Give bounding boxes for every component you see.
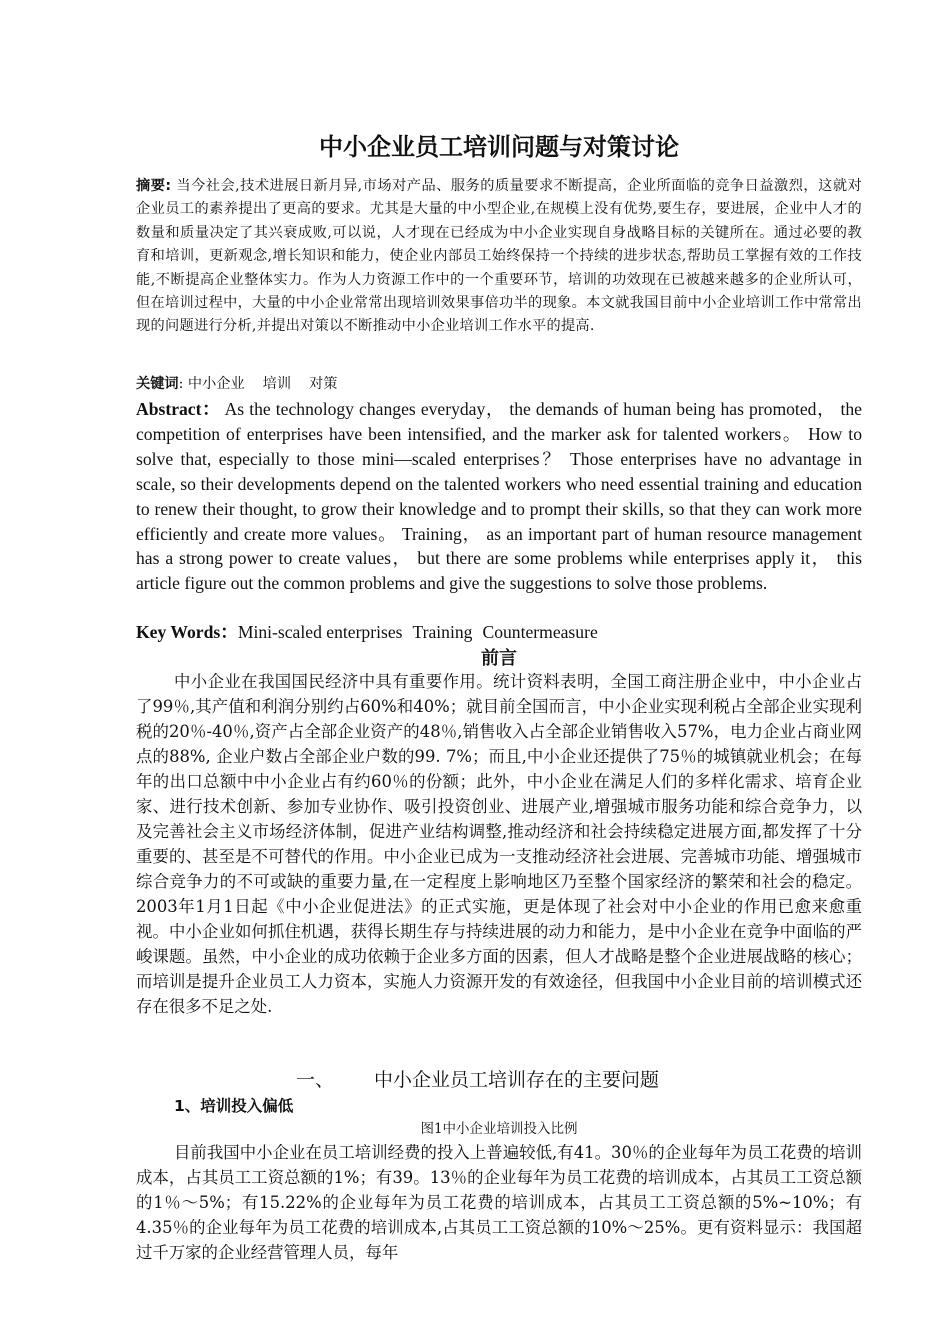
english-keywords xyxy=(136,620,862,644)
chinese-keywords xyxy=(136,374,862,394)
abstract-en-label: Abstract： xyxy=(136,399,221,419)
keyword-en-item: Mini-scaled enterprises xyxy=(237,622,403,642)
english-abstract xyxy=(136,397,862,596)
keyword-cn-item: 中小企业 xyxy=(187,376,245,392)
preface-heading: 前言 xyxy=(481,648,517,669)
section-1-heading xyxy=(296,1065,659,1095)
keywords-en-label: Key Words： xyxy=(136,622,238,642)
keyword-cn-item: 培训 xyxy=(262,376,292,392)
paper-title: 中小企业员工培训问题与对策讨论 xyxy=(319,133,679,161)
keyword-en-item: Countermeasure xyxy=(482,622,598,642)
abstract-cn-label: 摘要: xyxy=(136,178,172,194)
keywords-cn-separator: : xyxy=(178,376,188,392)
keywords-cn-label: 关键词 xyxy=(136,376,179,392)
preface-paragraph: 中小企业在我国国民经济中具有重要作用。统计资料表明，全国工商注册企业中，中小企业占了99％,其产值和利润分别约占60%和40%；就目前全国而言，中小企业实现利税占全部企业实现利税的20％-40％,资产占全部企业资产的48％,销售收入占全部企业销售收入57%，电力企业占商业网点的88%, 企业户数占全部企业户数的99. 7%；而且,中小企业还提供了75％的城镇就业机会；在每年的出口总额中中小企业占有约60％的份额；此外，中小企业在满足人们的多样化需求、培育企业家、进行技术创新、参加专业协作、吸引投资创业、进展产业,增强城市服务功能和综合竞争力，以及完善社会主义市场经济体制，促进产业结构调整,推动经济和社会持续稳定进展方面,都发挥了十分重要的、甚至是不可替代的作用。中小企业已成为一支推动经济社会进展、完善城市功能、增强城市综合竞争力的不可或缺的重要力量,在一定程度上影响地区乃至整个国家经济的繁荣和社会的稳定。2003年1月1日起《中小企业促进法》的正式实施，更是体现了社会对中小企业的作用已愈来愈重视。中小企业如何抓住机遇，获得长期生存与持续进展的动力和能力，是中小企业在竞争中面临的严峻课题。虽然，中小企业的成功依赖于企业多方面的因素，但人才战略是整个企业进展战略的核心；而培训是提升企业员工人力资本，实施人力资源开发的有效途径，但我国中小企业目前的培训模式还存在很多不足之处. xyxy=(136,672,862,1016)
subsection-1-heading: 1、培训投入偏低 xyxy=(174,1097,294,1115)
section-1-number: 一、 xyxy=(296,1069,335,1091)
chinese-abstract xyxy=(136,175,862,339)
keyword-en-item: Training xyxy=(412,622,473,642)
keyword-cn-item: 对策 xyxy=(309,376,338,392)
section-1-paragraph: 目前我国中小企业在员工培训经费的投入上普遍较低,有41。30％的企业每年为员工花费的培训成本，占其员工工资总额的1%；有39。13％的企业每年为员工花费的培训成本，占其员工工资总额的1％～5%；有15.22%的企业每年为员工花费的培训成本，占其员工工资总额的5%~10%；有4.35％的企业每年为员工花费的培训成本,占其员工工资总额的10%～25%。更有资料显示：我国超过千万家的企业经营管理人员，每年 xyxy=(136,1143,862,1262)
figure-caption: 图1中小企业培训投入比例 xyxy=(420,1121,578,1137)
abstract-cn-text: 当今社会,技术进展日新月异,市场对产品、服务的质量要求不断提高，企业所面临的竞争日益激烈，这就对企业员工的素养提出了更高的要求。尤其是大量的中小型企业,在规模上没有优势,要生存，要进展，企业中人才的数量和质量决定了其兴衰成败,可以说，人才现在已经成为中小企业实现自身战略目标的关键所在。通过必要的教育和培训，更新观念,增长知识和能力，使企业内部员工始终保持一个持续的进步状态,帮助员工掌握有效的工作技能,不断提高企业整体实力。作为人力资源工作中的一个重要环节，培训的功效现在已被越来越多的企业所认可，但在培训过程中，大量的中小企业常常出现培训效果事倍功半的现象。本文就我国目前中小企业培训工作中常常出现的问题进行分析,并提出对策以不断推动中小企业培训工作水平的提高. xyxy=(136,178,862,335)
abstract-en-text: As the technology changes everyday， the demands of human being has promoted， the competition of enterprises have been intensified, and the marker ask for talented workers。 How to solve that, especially to those mini—scaled enterprises？ Those enterprises have no advantage in scale, so their developments depend on the talented workers who need essential training and education to renew their thought, to grow their knowledge and to prompt their skills, so that they can work more efficiently and create more values。 Training， as an important part of human resource management has a strong power to create values， but there are some problems while enterprises apply it， this article figure out the common problems and give the suggestions to solve those problems. xyxy=(136,399,862,594)
section-1-title: 中小企业员工培训存在的主要问题 xyxy=(374,1069,660,1091)
